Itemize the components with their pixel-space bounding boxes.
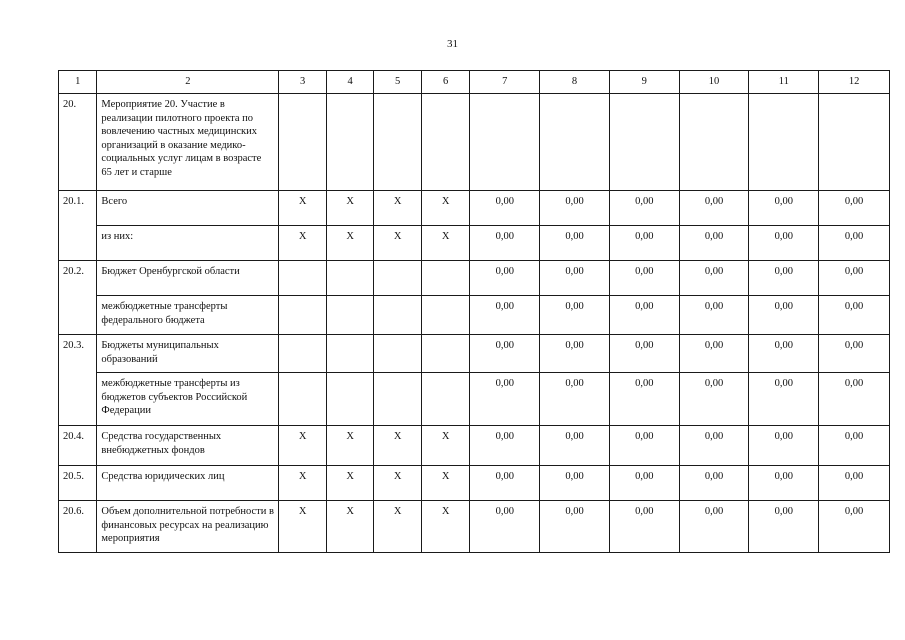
row-number (59, 296, 97, 335)
table-cell: X (326, 226, 374, 261)
table-cell: 0,00 (609, 426, 679, 466)
row-number: 20.1. (59, 191, 97, 226)
table-cell: X (421, 466, 470, 501)
table-cell: 0,00 (470, 261, 540, 296)
table-cell (279, 296, 327, 335)
table-cell: X (326, 501, 374, 553)
table-cell: X (374, 501, 422, 553)
table-cell: 0,00 (470, 501, 540, 553)
table-cell: X (421, 191, 470, 226)
column-header: 10 (679, 71, 749, 94)
table-cell: X (279, 466, 327, 501)
table-cell (326, 373, 374, 426)
column-header: 2 (97, 71, 279, 94)
table-cell: 0,00 (609, 261, 679, 296)
column-header: 3 (279, 71, 327, 94)
table-cell: 0,00 (540, 261, 610, 296)
table-cell: 0,00 (819, 261, 890, 296)
row-number: 20.2. (59, 261, 97, 296)
row-number: 20.6. (59, 501, 97, 553)
row-number (59, 226, 97, 261)
table-cell: 0,00 (819, 426, 890, 466)
table-row (59, 296, 890, 335)
table-header-row (59, 71, 890, 94)
table-cell: 0,00 (679, 426, 749, 466)
table-cell: 0,00 (470, 335, 540, 373)
row-name: Средства юридических лиц (97, 466, 279, 501)
row-name: из них: (97, 226, 279, 261)
table-cell: 0,00 (470, 296, 540, 335)
table-cell (679, 94, 749, 191)
row-number: 20.4. (59, 426, 97, 466)
table-cell (326, 296, 374, 335)
table-cell: 0,00 (609, 296, 679, 335)
table-cell (609, 94, 679, 191)
table-cell (421, 335, 470, 373)
table-row (59, 335, 890, 373)
table-cell (326, 335, 374, 373)
table-cell: 0,00 (749, 501, 819, 553)
table-cell: 0,00 (749, 426, 819, 466)
table-cell (421, 261, 470, 296)
column-header: 12 (819, 71, 890, 94)
table-cell (279, 94, 327, 191)
table-cell (279, 261, 327, 296)
table-cell: X (326, 466, 374, 501)
table-cell (279, 335, 327, 373)
row-name: Всего (97, 191, 279, 226)
table-cell: 0,00 (609, 501, 679, 553)
table-cell (326, 261, 374, 296)
table-cell: 0,00 (679, 296, 749, 335)
table-cell: X (279, 501, 327, 553)
row-name: Бюджеты муниципальных образований (97, 335, 279, 373)
table-cell: 0,00 (749, 335, 819, 373)
row-name: Бюджет Оренбургской области (97, 261, 279, 296)
table-cell: X (374, 226, 422, 261)
table-cell: X (374, 191, 422, 226)
table-cell: 0,00 (540, 226, 610, 261)
table-cell (374, 335, 422, 373)
table-cell: X (374, 466, 422, 501)
table-cell: X (326, 426, 374, 466)
table-cell: 0,00 (470, 226, 540, 261)
table-cell: 0,00 (749, 373, 819, 426)
row-number: 20.5. (59, 466, 97, 501)
table-cell: X (421, 501, 470, 553)
table-cell: 0,00 (609, 191, 679, 226)
row-name: Мероприятие 20. Участие в реализации пилотного проекта по вовлечению частных медицинских организаций в оказание медико-социальных услуг лицам в возрасте 65 лет и старше (97, 94, 279, 191)
table-cell: 0,00 (819, 501, 890, 553)
table-cell: 0,00 (819, 191, 890, 226)
row-name: межбюджетные трансферты из бюджетов субъектов Российской Федерации (97, 373, 279, 426)
table-cell: 0,00 (679, 373, 749, 426)
table-row (59, 226, 890, 261)
table-row (59, 501, 890, 553)
table-cell: 0,00 (540, 466, 610, 501)
table-cell: 0,00 (470, 373, 540, 426)
table-cell (819, 94, 890, 191)
table-cell: 0,00 (540, 191, 610, 226)
column-header: 9 (609, 71, 679, 94)
column-header: 7 (470, 71, 540, 94)
table-cell: 0,00 (819, 466, 890, 501)
table-cell (374, 296, 422, 335)
table-cell (326, 94, 374, 191)
table-cell: 0,00 (609, 226, 679, 261)
table-cell: 0,00 (679, 261, 749, 296)
table-cell (470, 94, 540, 191)
row-number: 20. (59, 94, 97, 191)
table-row (59, 466, 890, 501)
table-cell: 0,00 (609, 335, 679, 373)
table-cell (421, 94, 470, 191)
row-name: Средства государственных внебюджетных фондов (97, 426, 279, 466)
table-row (59, 373, 890, 426)
row-number (59, 373, 97, 426)
table-cell: 0,00 (819, 226, 890, 261)
table-cell: 0,00 (749, 226, 819, 261)
table-cell (374, 373, 422, 426)
table-cell (540, 94, 610, 191)
table-cell: 0,00 (679, 226, 749, 261)
table-cell (421, 296, 470, 335)
table-cell: 0,00 (540, 501, 610, 553)
table-cell: 0,00 (470, 466, 540, 501)
column-header: 5 (374, 71, 422, 94)
table-cell: 0,00 (540, 426, 610, 466)
table-cell: 0,00 (819, 373, 890, 426)
budget-table (58, 70, 890, 553)
table-cell: 0,00 (679, 501, 749, 553)
table-cell: 0,00 (470, 426, 540, 466)
table-cell (421, 373, 470, 426)
row-number: 20.3. (59, 335, 97, 373)
column-header: 6 (421, 71, 470, 94)
row-name: межбюджетные трансферты федерального бюджета (97, 296, 279, 335)
table-cell: 0,00 (609, 466, 679, 501)
table-cell: 0,00 (609, 373, 679, 426)
column-header: 11 (749, 71, 819, 94)
table-cell: X (326, 191, 374, 226)
table-cell: 0,00 (679, 191, 749, 226)
table-cell: 0,00 (749, 466, 819, 501)
column-header: 4 (326, 71, 374, 94)
table-cell: 0,00 (819, 335, 890, 373)
table-cell: X (421, 426, 470, 466)
table-cell: X (374, 426, 422, 466)
table-cell: 0,00 (819, 296, 890, 335)
table-cell (279, 373, 327, 426)
table-row (59, 261, 890, 296)
table-cell: 0,00 (470, 191, 540, 226)
table-cell: 0,00 (679, 335, 749, 373)
table-cell: 0,00 (540, 335, 610, 373)
table-cell: X (279, 226, 327, 261)
column-header: 8 (540, 71, 610, 94)
column-header: 1 (59, 71, 97, 94)
table-cell: 0,00 (540, 373, 610, 426)
table-cell (749, 94, 819, 191)
table-cell (374, 94, 422, 191)
table-row (59, 426, 890, 466)
table-cell: X (279, 191, 327, 226)
row-name: Объем дополнительной потребности в финансовых ресурсах на реализацию мероприятия (97, 501, 279, 553)
table-cell: 0,00 (749, 261, 819, 296)
table-cell: 0,00 (749, 296, 819, 335)
page-number: 31 (447, 38, 458, 50)
table-cell: 0,00 (749, 191, 819, 226)
table-cell: 0,00 (679, 466, 749, 501)
table-row (59, 191, 890, 226)
table-cell: X (421, 226, 470, 261)
table-cell: 0,00 (540, 296, 610, 335)
table-cell: X (279, 426, 327, 466)
table-cell (374, 261, 422, 296)
table-row (59, 94, 890, 191)
